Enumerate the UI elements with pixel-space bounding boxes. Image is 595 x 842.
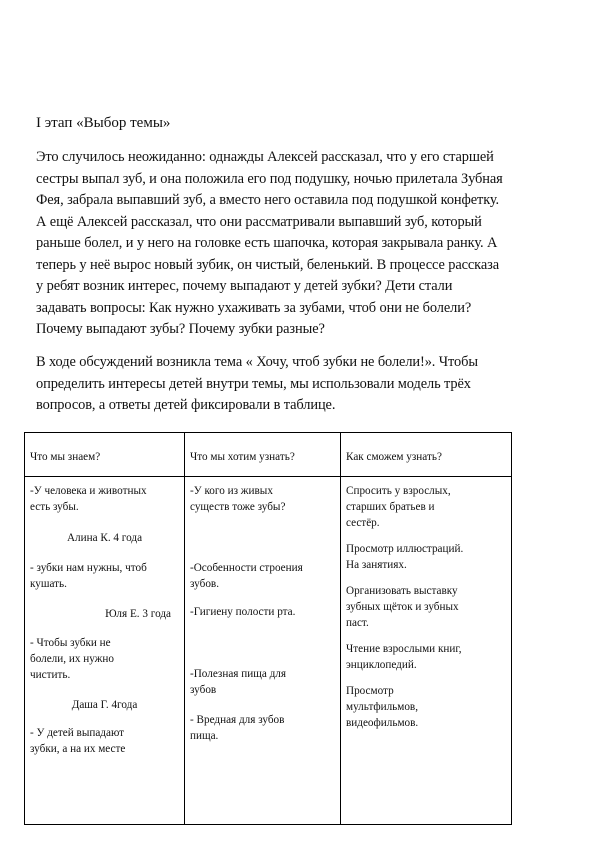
cell-how-to-learn: [341, 477, 512, 825]
intro-paragraph: [36, 147, 566, 341]
method-item: [346, 483, 506, 531]
cell-what-we-want: [185, 477, 341, 825]
paragraph-line: Это случилось неожиданно: однажды Алексей рассказал, что у его старшей: [36, 149, 494, 165]
method-line: энциклопедий.: [346, 659, 417, 671]
paragraph-line: Фея, забрала выпавший зуб, а вместо него оставила под подушкой конфетку.: [36, 192, 500, 208]
question-item: [190, 483, 335, 515]
table-header-row: [25, 433, 512, 477]
question-item: [190, 712, 335, 744]
method-line: зубных щёток и зубных: [346, 601, 459, 613]
table-row: [25, 477, 512, 825]
paragraph-line: Почему выпадают зубы? Почему зубки разные?: [36, 321, 325, 337]
child-answer: [30, 635, 179, 713]
child-answer: [30, 560, 179, 622]
answer-line: чистить.: [30, 669, 71, 681]
answer-line: болели, их нужно: [30, 653, 114, 665]
method-item: [346, 641, 506, 673]
paragraph-line: А ещё Алексей рассказал, что они рассматривали выпавший зуб, который: [36, 213, 482, 230]
method-line: Организовать выставку: [346, 585, 458, 597]
question-line: -У кого из живых: [190, 485, 273, 497]
header-what-we-know: Что мы знаем?: [25, 433, 185, 477]
answer-line: есть зубы.: [30, 501, 79, 513]
paragraph-line: определить интересы детей внутри темы, мы использовали модель трёх: [36, 375, 471, 392]
method-line: Просмотр иллюстраций.: [346, 543, 464, 555]
method-line: видеофильмов.: [346, 717, 419, 729]
header-how-to-learn: Как сможем узнать?: [341, 433, 512, 477]
answer-line: - зубки нам нужны, чтоб: [30, 562, 147, 574]
method-line: мультфильмов,: [346, 701, 419, 713]
method-line: Спросить у взрослых,: [346, 485, 451, 497]
question-line: существ тоже зубы?: [190, 501, 286, 513]
question-line: зубов: [190, 684, 217, 696]
topic-paragraph: [36, 352, 566, 417]
paragraph-line: задавать вопросы: Как нужно ухаживать за зубами, чтоб они не болели?: [36, 299, 472, 316]
method-line: сестёр.: [346, 517, 380, 529]
method-line: Чтение взрослыми книг,: [346, 643, 462, 655]
answer-line: кушать.: [30, 578, 67, 590]
child-author: Алина К. 4 года: [66, 532, 143, 544]
question-item: [190, 604, 335, 620]
method-line: На занятиях.: [346, 559, 407, 571]
method-line: паст.: [346, 617, 369, 629]
paragraph-line: В ходе обсуждений возникла тема « Хочу, чтоб зубки не болели!». Чтобы: [36, 354, 478, 370]
paragraph-line: сестры выпал зуб, и она положила его под подушку, ночью прилетала Зубная: [36, 170, 503, 187]
method-line: старших братьев и: [346, 501, 435, 513]
question-line: пища.: [190, 730, 219, 742]
child-answer: [30, 725, 179, 757]
question-item: [190, 666, 335, 698]
child-answer: [30, 483, 179, 546]
paragraph-line: вопросов, а ответы детей фиксировали в таблице.: [36, 397, 336, 413]
answer-line: -У человека и животных: [30, 485, 147, 497]
paragraph-line: у ребят возник интерес, почему выпадают у детей зубки? Дети стали: [36, 278, 453, 294]
child-author: Юля Е. 3 года: [105, 608, 171, 620]
question-line: -Полезная пища для: [190, 668, 287, 680]
answer-line: - У детей выпадают: [30, 727, 125, 739]
stage-heading: I этап «Выбор темы»: [36, 115, 171, 131]
child-author: Даша Г. 4года: [71, 699, 138, 711]
method-item: [346, 541, 506, 573]
question-line: -Гигиену полости рта.: [190, 606, 296, 618]
cell-what-we-know: [25, 477, 185, 825]
method-line: Просмотр: [346, 685, 394, 697]
paragraph-line: раньше болел, и у него на головке есть шапочка, которая закрывала ранку. А: [36, 235, 498, 251]
method-item: [346, 683, 506, 731]
question-line: -Особенности строения: [190, 562, 303, 574]
question-line: зубов.: [190, 578, 219, 590]
paragraph-line: теперь у неё вырос новый зубик, он чистый, беленький. В процессе рассказа: [36, 256, 500, 273]
answer-line: зубки, а на их месте: [30, 743, 126, 755]
question-item: [190, 560, 335, 592]
question-line: - Вредная для зубов: [190, 714, 285, 726]
header-what-we-want: Что мы хотим узнать?: [185, 433, 341, 477]
three-questions-table: [24, 432, 512, 825]
method-item: [346, 583, 506, 631]
answer-line: - Чтобы зубки не: [30, 637, 111, 649]
